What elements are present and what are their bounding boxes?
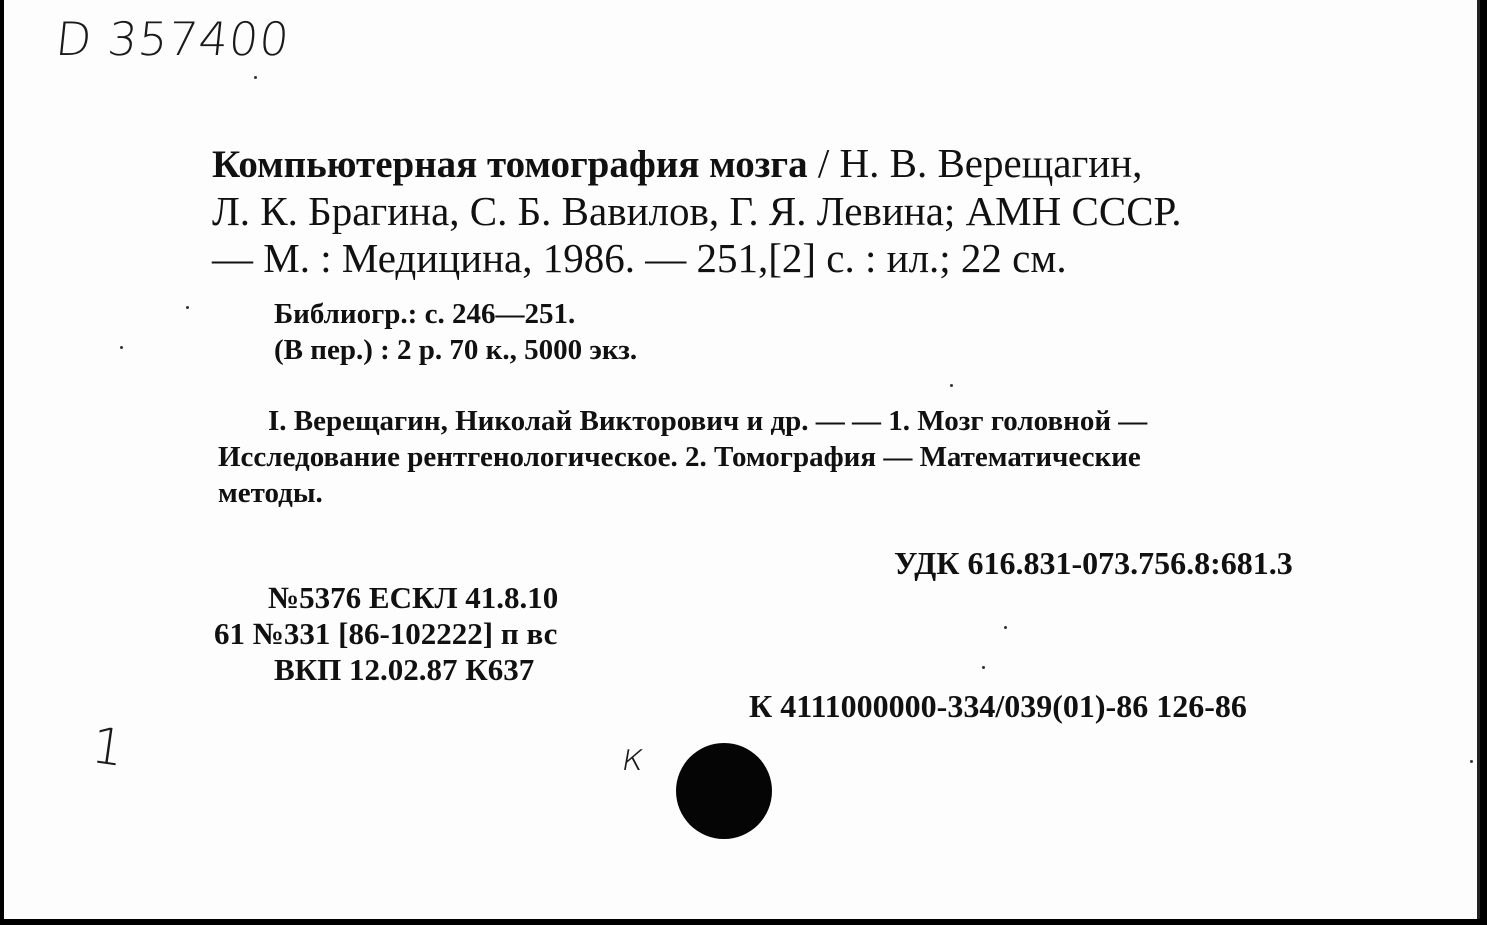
book-title: Компьютерная томография мозга	[212, 143, 808, 186]
subject-headings	[218, 403, 1388, 511]
subject-line-3: методы.	[218, 477, 323, 509]
entry-line-1	[212, 140, 1382, 188]
authors-start: / Н. В. Верещагин,	[817, 140, 1143, 186]
speck	[186, 306, 189, 309]
catalog-line-3: ВКП 12.02.87 К637	[274, 652, 535, 687]
entry-line-3: — М. : Медицина, 1986. — 251,[2] с. : ил.; 22 см.	[212, 235, 1067, 281]
speck	[120, 346, 123, 349]
catalog-card	[4, 0, 1480, 919]
subject-line-2: Исследование рентгенологическое. 2. Томография — Математические	[218, 441, 1141, 473]
k-code: К 4111000000-334/039(01)-86 126-86	[749, 688, 1247, 724]
black-dot-mark	[676, 743, 772, 839]
speck	[950, 384, 953, 387]
speck	[1470, 760, 1473, 763]
notes	[274, 296, 637, 368]
entry-line-2: Л. К. Брагина, С. Б. Вавилов, Г. Я. Левина; АМН СССР.	[212, 188, 1182, 234]
catalog-line-1: №5376 ЕСКЛ 41.8.10	[268, 580, 559, 615]
bibliography-note: Библиогр.: с. 246—251.	[274, 298, 576, 330]
speck	[1004, 626, 1007, 629]
handwritten-k: к	[618, 735, 649, 779]
catalog-numbers	[214, 580, 558, 688]
bibliographic-entry	[212, 140, 1382, 282]
udc-code: УДК 616.831-073.756.8:681.3	[894, 545, 1293, 581]
subject-line-1: I. Верещагин, Николай Викторович и др. — — 1. Мозг головной —	[268, 405, 1148, 437]
handwritten-one: 1	[88, 716, 128, 778]
catalog-line-2: 61 №331 [86-102222] п вс	[214, 616, 558, 651]
speck	[982, 666, 985, 669]
accession-number: D 357400	[53, 12, 293, 66]
binding-price-note: (В пер.) : 2 р. 70 к., 5000 экз.	[274, 334, 638, 366]
speck	[254, 76, 257, 79]
